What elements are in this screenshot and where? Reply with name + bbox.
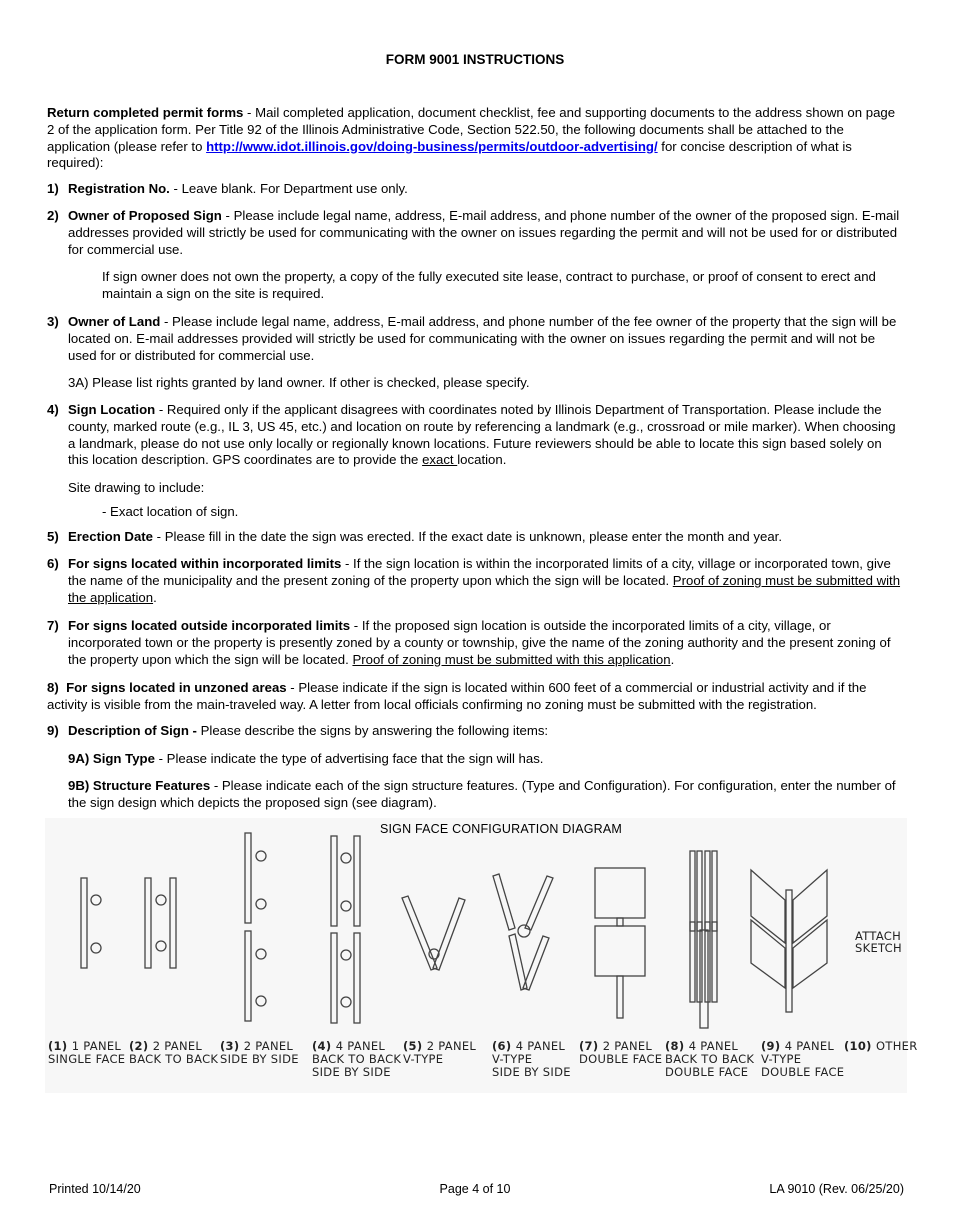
config-label-line: DOUBLE FACE xyxy=(665,1065,749,1079)
instruction-item-4 xyxy=(47,402,905,469)
config-label-line: OTHER xyxy=(876,1039,918,1053)
item-underlined: Proof of zoning must be submitted with the application xyxy=(68,572,901,605)
page-title: FORM 9001 INSTRUCTIONS xyxy=(385,52,565,67)
config-label-6 xyxy=(492,1039,565,1053)
item-text: - Please indicate if the sign is located within 600 feet of a commercial or industrial activity and if the activity is visible from the main-traveled way. A letter from local officials confirming no zoning must be submitted with the registration. xyxy=(47,680,867,712)
config-label-line: SIDE BY SIDE xyxy=(220,1052,299,1066)
item-9a-title: 9A) Sign Type xyxy=(68,751,155,766)
item-text: - If the sign location is within the incorporated limits of a city, village or incorporated town, give the name of the municipality and the present zoning of the property upon which the sign will be located. xyxy=(68,556,891,588)
item-9a xyxy=(68,751,905,768)
footer-form-number: LA 9010 (Rev. 06/25/20) xyxy=(769,1182,904,1196)
config-label-line: 2 PANEL xyxy=(243,1039,294,1053)
instruction-item-7 xyxy=(47,618,905,668)
config-7-drawing xyxy=(595,868,645,1018)
item-title: Erection Date xyxy=(68,529,154,544)
config-label-8 xyxy=(665,1039,738,1053)
config-label-line: 4 PANEL xyxy=(784,1039,835,1053)
config-label-3 xyxy=(220,1039,293,1053)
config-2-drawing xyxy=(145,878,176,968)
item-number: 5) xyxy=(47,529,59,544)
config-label-line: BACK TO BACK xyxy=(129,1052,219,1066)
item-text: - If the proposed sign location is outside the incorporated limits of a city, village, or incorporated town or the property is presently zoned by a county or township, give the name of the zoning authority and the present zoning of the property upon which the sign will be located. xyxy=(68,618,891,667)
config-number: (6) xyxy=(492,1039,516,1053)
instruction-item-2 xyxy=(47,208,905,258)
item-text: - Please fill in the date the sign was erected. If the exact date is unknown, please enter the month and year. xyxy=(153,529,782,544)
item-title: Sign Location xyxy=(68,402,156,417)
config-label-2 xyxy=(129,1039,202,1053)
config-number: (8) xyxy=(665,1039,689,1053)
attach-sketch-line-2: SKETCH xyxy=(855,941,902,955)
intro-text-2: for concise description of what is required): xyxy=(47,138,852,171)
config-label-line: BACK TO BACK xyxy=(312,1052,402,1066)
item-number: 6) xyxy=(47,556,59,571)
config-label-line: DOUBLE FACE xyxy=(761,1065,845,1079)
item-number: 8) xyxy=(47,680,59,695)
config-label-line: V-TYPE xyxy=(492,1052,533,1066)
item-text: - Please include legal name, address, E-mail address, and phone number of the owner of the proposed sign. E-mail addresses provided will strictly be used for communicating with the owner on issues regarding the permit and will not be used for or distributed for commercial use. xyxy=(68,208,900,257)
config-label-line: 1 PANEL xyxy=(71,1039,122,1053)
item-number: 3) xyxy=(47,314,59,329)
item-9b xyxy=(68,778,905,812)
config-number: (7) xyxy=(579,1039,603,1053)
intro-text-1: - Mail completed application, document checklist, fee and supporting documents to the address shown on page 2 of the application form. Per Title 92 of the Illinois Administrative Code, Section 522.50, the following documents shall be attached to the application (please refer to xyxy=(47,105,896,154)
item-9b-text: - Please indicate each of the sign structure features. (Type and Configuration). For configuration, enter the number of the sign design which depicts the proposed sign (see diagram). xyxy=(68,778,896,810)
config-label-10 xyxy=(844,1039,918,1053)
config-labels xyxy=(48,1039,918,1079)
config-label-line: 2 PANEL xyxy=(152,1039,203,1053)
config-label-line: 2 PANEL xyxy=(602,1039,653,1053)
config-label-line: V-TYPE xyxy=(761,1052,802,1066)
item-underlined: Proof of zoning must be submitted with this application xyxy=(352,651,671,667)
config-number: (3) xyxy=(220,1039,244,1053)
config-label-line: SIDE BY SIDE xyxy=(312,1065,391,1079)
intro-paragraph xyxy=(47,105,905,172)
intro-lead: Return completed permit forms xyxy=(47,105,244,120)
diagram-title: SIGN FACE CONFIGURATION DIAGRAM xyxy=(379,822,623,836)
item-text: - Required only if the applicant disagrees with coordinates noted by Illinois Department of Transportation. Please include the county, marked route (e.g., IL 3, US 45, etc.) and location on route by referencing a landmark (e.g., crossroad or mile marker). When choosing a landmark, please do not use only locally or regionally known locations. Future reviewers should be able to locate this sign based solely on this location description. GPS coordinates are to provide the xyxy=(68,402,896,468)
item-end: location. xyxy=(457,452,507,468)
attach-sketch-line-1: ATTACH xyxy=(855,929,902,943)
config-number: (1) xyxy=(48,1039,72,1053)
config-number: (10) xyxy=(844,1039,877,1053)
sign-owner-note: If sign owner does not own the property, a copy of the fully executed site lease, contract to purchase, or proof of consent to erect and maintain a sign on the site is required. xyxy=(102,269,876,301)
config-5-drawing xyxy=(402,896,465,970)
item-number: 9) xyxy=(47,723,59,738)
item-title: For signs located in unzoned areas xyxy=(66,680,287,695)
config-label-line: 2 PANEL xyxy=(426,1039,477,1053)
config-label-9 xyxy=(761,1039,834,1053)
outdoor-advertising-link[interactable]: http://www.idot.illinois.gov/doing-business/permits/outdoor-advertising/ xyxy=(206,138,658,154)
config-label-line: DOUBLE FACE xyxy=(579,1052,663,1066)
config-label-line: 4 PANEL xyxy=(335,1039,386,1053)
config-label-line: SINGLE FACE xyxy=(48,1052,126,1066)
config-9-drawing xyxy=(751,870,827,1012)
config-number: (9) xyxy=(761,1039,785,1053)
instruction-item-1 xyxy=(47,181,905,198)
footer-page-number: Page 4 of 10 xyxy=(439,1182,511,1196)
item-number: 4) xyxy=(47,402,59,417)
config-label-line: 4 PANEL xyxy=(688,1039,739,1053)
instruction-item-5 xyxy=(47,529,905,546)
config-number: (4) xyxy=(312,1039,336,1053)
site-drawing-label: Site drawing to include: xyxy=(68,480,205,495)
footer-printed-date: Printed 10/14/20 xyxy=(49,1182,141,1196)
config-label-line: 4 PANEL xyxy=(515,1039,566,1053)
config-number: (2) xyxy=(129,1039,153,1053)
config-label-1 xyxy=(48,1039,121,1053)
diagram-drawings xyxy=(45,818,918,1093)
instruction-item-9 xyxy=(47,723,905,740)
item-text: - Please include legal name, address, E-mail address, and phone number of the fee owner of the property that the sign will be located on. E-mail addresses provided will strictly be used for communicating with the owner on issues regarding the permit and will not be used for or distributed for commercial use. xyxy=(68,314,897,363)
item-number: 7) xyxy=(47,618,59,633)
instruction-item-3 xyxy=(47,314,905,364)
config-label-4 xyxy=(312,1039,385,1053)
item-title: Owner of Proposed Sign xyxy=(68,208,222,223)
config-label-line: SIDE BY SIDE xyxy=(492,1065,571,1079)
item-3a-text: 3A) Please list rights granted by land owner. If other is checked, please specify. xyxy=(68,375,530,390)
instruction-item-6 xyxy=(47,556,905,606)
config-label-line: BACK TO BACK xyxy=(665,1052,755,1066)
config-1-drawing xyxy=(81,878,101,968)
sign-face-configuration-diagram xyxy=(45,818,918,1093)
item-title: Owner of Land xyxy=(68,314,161,329)
item-9a-text: - Please indicate the type of advertising face that the sign will has. xyxy=(154,751,544,766)
item-title: Registration No. xyxy=(68,181,170,196)
item-text: Please describe the signs by answering the following items: xyxy=(196,723,549,738)
config-3-drawing xyxy=(245,833,266,1021)
item-number: 1) xyxy=(47,181,59,196)
config-4-drawing xyxy=(331,836,360,1023)
item-underlined: exact xyxy=(422,452,458,468)
instruction-item-8 xyxy=(47,680,905,714)
item-end: . xyxy=(153,589,157,605)
item-title: For signs located within incorporated limits xyxy=(68,556,342,571)
item-text: - Leave blank. For Department use only. xyxy=(169,181,408,196)
config-label-line: V-TYPE xyxy=(403,1052,444,1066)
item-title: Description of Sign - xyxy=(68,723,197,738)
config-number: (5) xyxy=(403,1039,427,1053)
config-label-5 xyxy=(403,1039,476,1053)
item-number: 2) xyxy=(47,208,59,223)
site-drawing-bullet: - Exact location of sign. xyxy=(102,504,239,519)
config-8-drawing xyxy=(690,851,717,1028)
config-label-7 xyxy=(579,1039,652,1053)
item-end: . xyxy=(670,651,675,667)
config-6-drawing xyxy=(493,874,553,990)
item-9b-title: 9B) Structure Features xyxy=(68,778,211,793)
item-title: For signs located outside incorporated limits xyxy=(68,618,351,633)
